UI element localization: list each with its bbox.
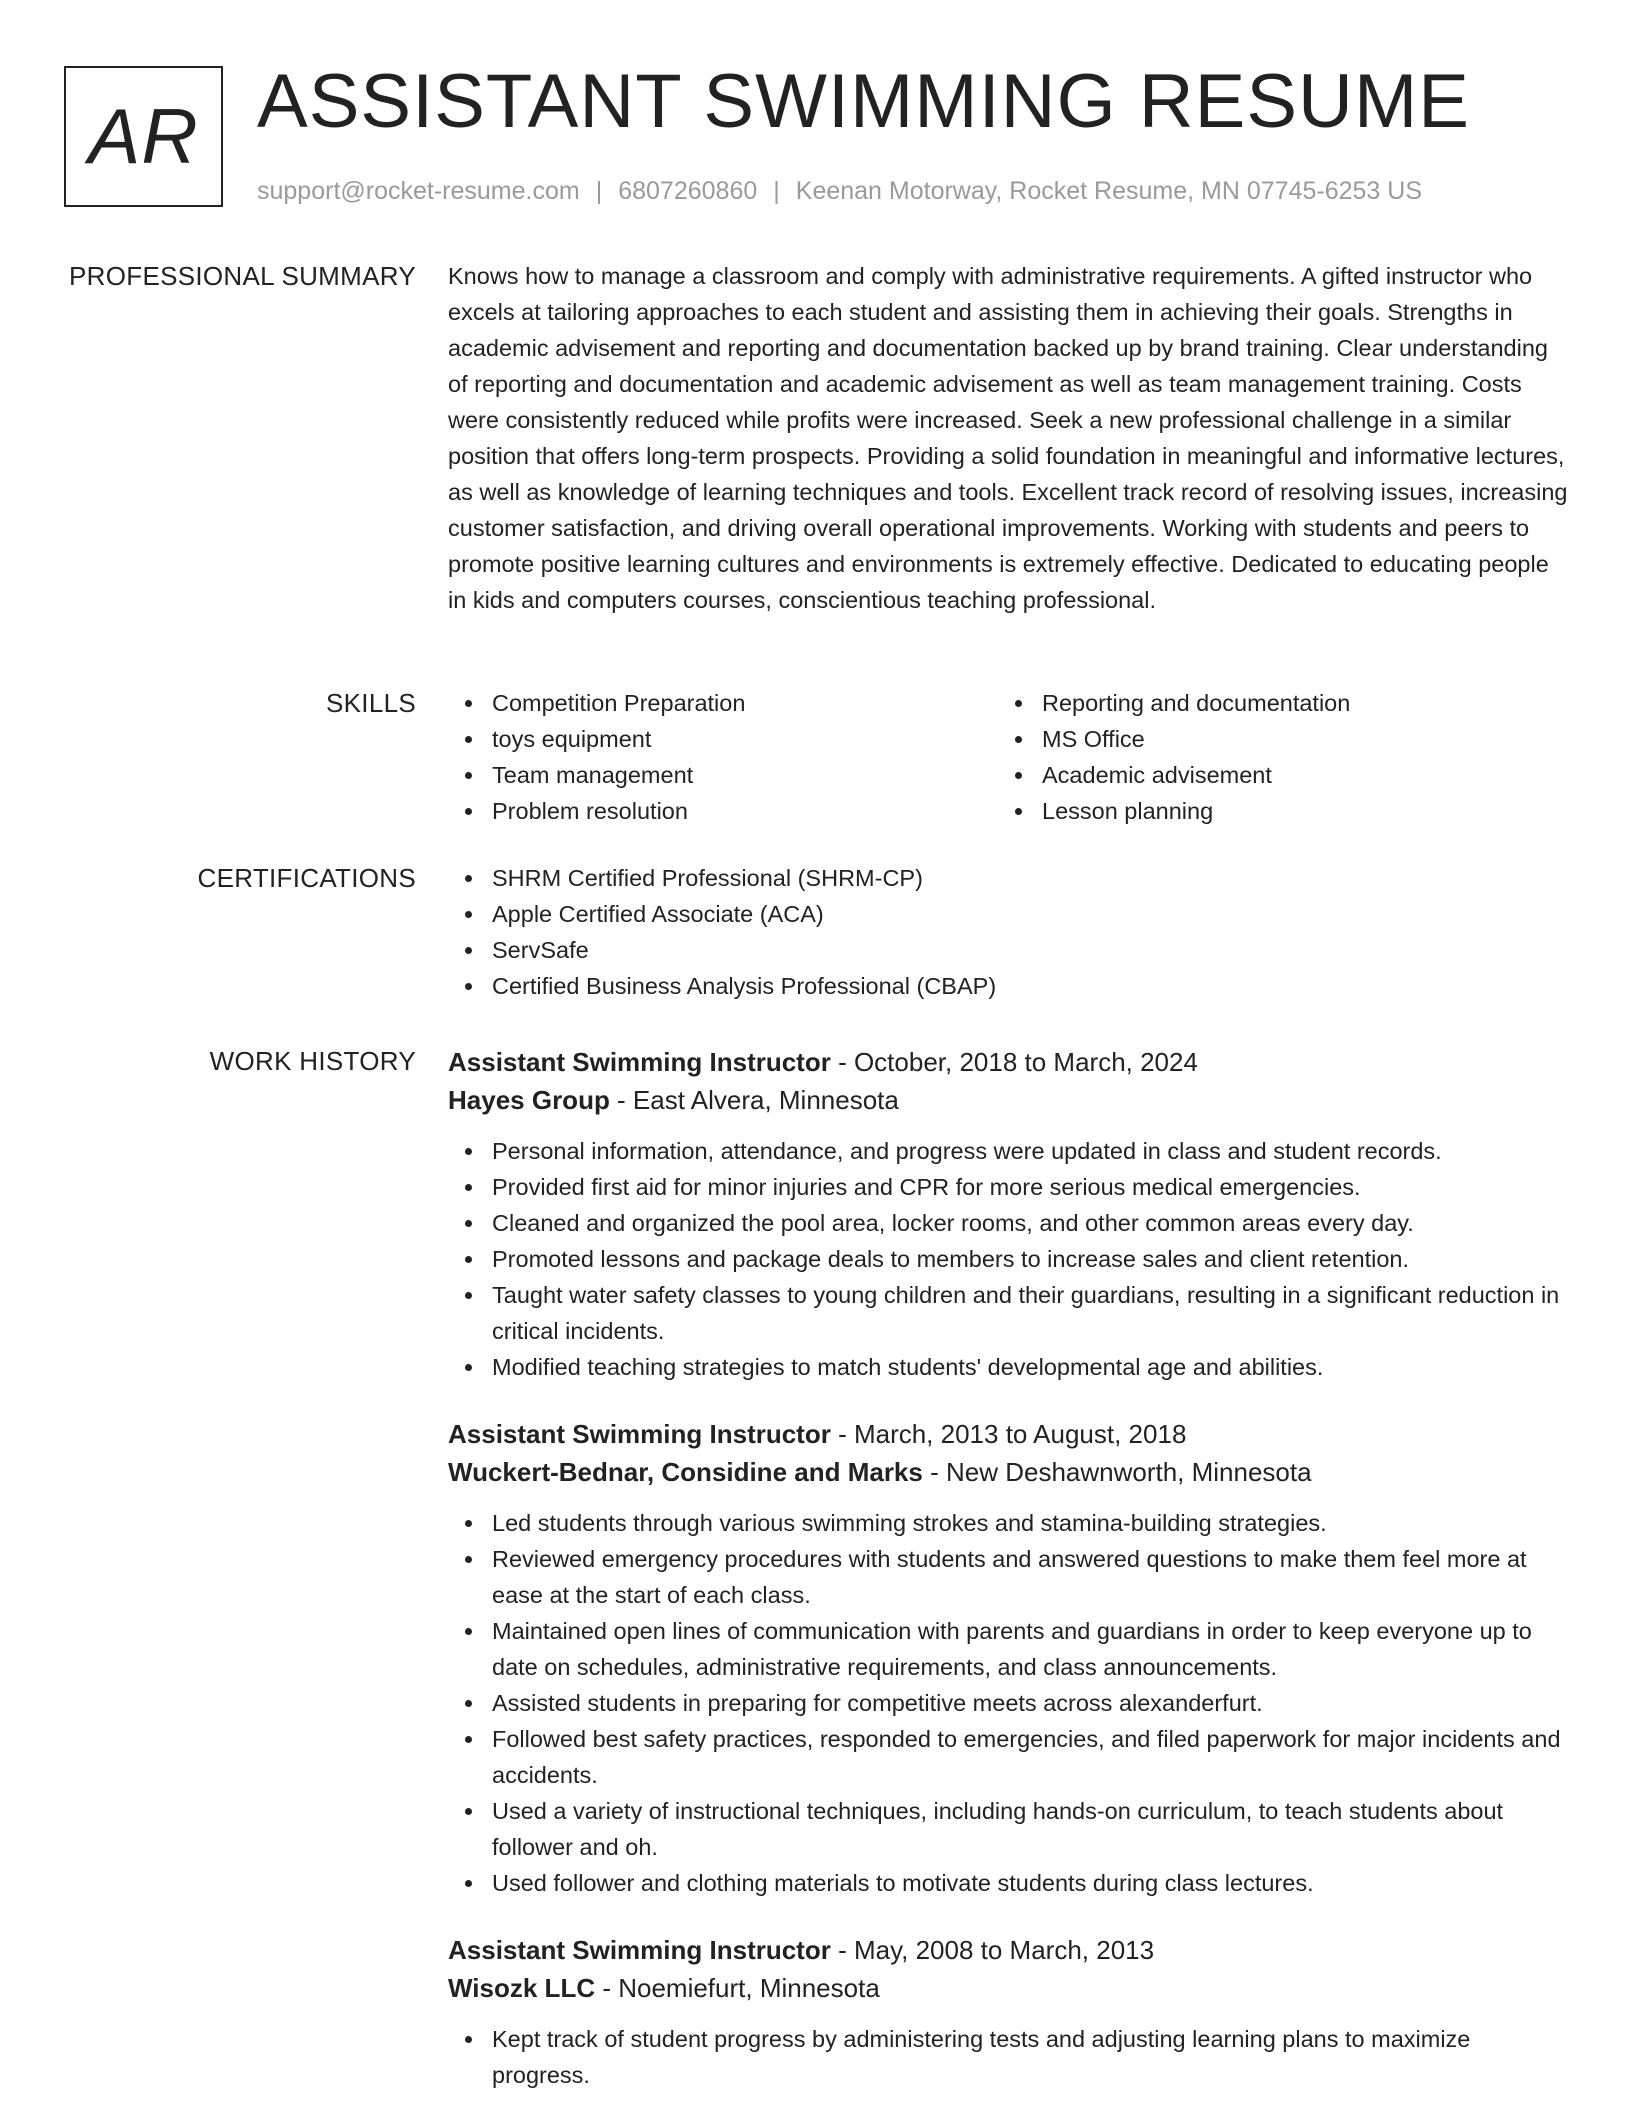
section-label-work-history: WORK HISTORY — [209, 1046, 416, 1076]
job-duty: Modified teaching strategies to match students' developmental age and abilities. — [448, 1349, 1568, 1385]
job-duty: Personal information, attendance, and progress were updated in class and student records. — [448, 1133, 1568, 1169]
certifications-body — [448, 860, 1568, 1004]
job-duty: Reviewed emergency procedures with students and answered questions to make them feel more at ease at the start of each class. — [448, 1541, 1568, 1613]
certifications-list — [448, 860, 1568, 1004]
section-label-certifications: CERTIFICATIONS — [197, 863, 416, 893]
job-entry — [448, 1931, 1568, 2093]
job-title: Assistant Swimming Instructor — [448, 1047, 831, 1077]
contact-address: Keenan Motorway, Rocket Resume, MN 07745-6253 US — [795, 177, 1422, 205]
skill-item: Lesson planning — [998, 793, 1548, 829]
job-duty: Promoted lessons and package deals to members to increase sales and client retention. — [448, 1241, 1568, 1277]
skills-body — [448, 685, 1568, 829]
skills-list-left — [448, 685, 998, 829]
job-dates: - October, 2018 to March, 2024 — [830, 1047, 1198, 1077]
job-duties-list — [448, 1133, 1568, 1385]
job-company: Wuckert-Bednar, Considine and Marks — [448, 1457, 923, 1487]
job-duty: Used a variety of instructional techniques, including hands-on curriculum, to teach students about follower and oh. — [448, 1793, 1568, 1865]
summary-body — [448, 258, 1568, 618]
job-duty: Maintained open lines of communication with parents and guardians in order to keep everyone up to date on schedules, administrative requirements, and class announcements. — [448, 1613, 1568, 1685]
contact-email[interactable]: support@rocket-resume.com — [257, 177, 580, 205]
job-entry — [448, 1043, 1568, 1385]
certification-item: SHRM Certified Professional (SHRM-CP) — [448, 860, 1568, 896]
job-duty: Followed best safety practices, responded to emergencies, and filed paperwork for major incidents and accidents. — [448, 1721, 1568, 1793]
job-duty: Taught water safety classes to young children and their guardians, resulting in a significant reduction in critical incidents. — [448, 1277, 1568, 1349]
job-dates: - May, 2008 to March, 2013 — [830, 1935, 1155, 1965]
summary-text: Knows how to manage a classroom and comply with administrative requirements. A gifted instructor who excels at tailoring approaches to each student and assisting them in achieving their goals. Strengths in academic advisement and reporting and documentation backed up by brand training. Clear understanding of reporting and documentation and academic advisement as well as team management training. Costs were consistently reduced while profits were increased. Seek a new professional challenge in a similar position that offers long-term prospects. Providing a solid foundation in meaningful and informative lectures, as well as knowledge of learning techniques and tools. Excellent track record of resolving issues, increasing customer satisfaction, and driving overall operational improvements. Working with students and peers to promote positive learning cultures and environments is extremely effective. Dedicated to educating people in kids and computers courses, conscientious teaching professional. — [448, 263, 1568, 613]
job-company-line — [448, 1969, 1568, 2007]
job-title: Assistant Swimming Instructor — [448, 1935, 831, 1965]
job-company-line — [448, 1453, 1568, 1491]
job-title: Assistant Swimming Instructor — [448, 1419, 831, 1449]
job-duty: Assisted students in preparing for competitive meets across alexanderfurt. — [448, 1685, 1568, 1721]
job-company: Wisozk LLC — [448, 1973, 596, 2003]
certification-item: ServSafe — [448, 932, 1568, 968]
job-company: Hayes Group — [448, 1085, 610, 1115]
certification-item: Certified Business Analysis Professional (CBAP) — [448, 968, 1568, 1004]
job-duties-list — [448, 2021, 1568, 2093]
skill-item: Team management — [448, 757, 998, 793]
certification-item: Apple Certified Associate (ACA) — [448, 896, 1568, 932]
job-duty: Cleaned and organized the pool area, locker rooms, and other common areas every day. — [448, 1205, 1568, 1241]
job-duty: Led students through various swimming strokes and stamina-building strategies. — [448, 1505, 1568, 1541]
job-duties-list — [448, 1505, 1568, 1901]
job-title-line — [448, 1043, 1568, 1081]
monogram-logo: AR — [64, 66, 223, 207]
work-history-body — [448, 1043, 1568, 2123]
job-entry — [448, 1415, 1568, 1901]
skill-item: toys equipment — [448, 721, 998, 757]
job-title-line — [448, 1931, 1568, 1969]
job-company-line — [448, 1081, 1568, 1119]
job-duty: Kept track of student progress by administering tests and adjusting learning plans to maximize progress. — [448, 2021, 1568, 2093]
job-location: - East Alvera, Minnesota — [609, 1085, 899, 1115]
job-location: - New Deshawnworth, Minnesota — [922, 1457, 1312, 1487]
skill-item: Competition Preparation — [448, 685, 998, 721]
skill-item: Reporting and documentation — [998, 685, 1548, 721]
skills-list-right — [998, 685, 1548, 829]
job-duty: Provided first aid for minor injuries and CPR for more serious medical emergencies. — [448, 1169, 1568, 1205]
job-duty: Used follower and clothing materials to motivate students during class lectures. — [448, 1865, 1568, 1901]
skill-item: Academic advisement — [998, 757, 1548, 793]
job-location: - Noemiefurt, Minnesota — [595, 1973, 880, 2003]
resume-title: ASSISTANT SWIMMING RESUME — [257, 59, 1470, 144]
job-title-line — [448, 1415, 1568, 1453]
contact-separator: | — [773, 177, 780, 205]
skill-item: MS Office — [998, 721, 1548, 757]
skill-item: Problem resolution — [448, 793, 998, 829]
job-dates: - March, 2013 to August, 2018 — [830, 1419, 1187, 1449]
contact-phone[interactable]: 6807260860 — [618, 177, 758, 205]
section-label-skills: SKILLS — [326, 688, 416, 718]
contact-line — [257, 174, 1422, 208]
contact-separator: | — [595, 177, 603, 205]
section-label-summary: PROFESSIONAL SUMMARY — [69, 261, 416, 291]
